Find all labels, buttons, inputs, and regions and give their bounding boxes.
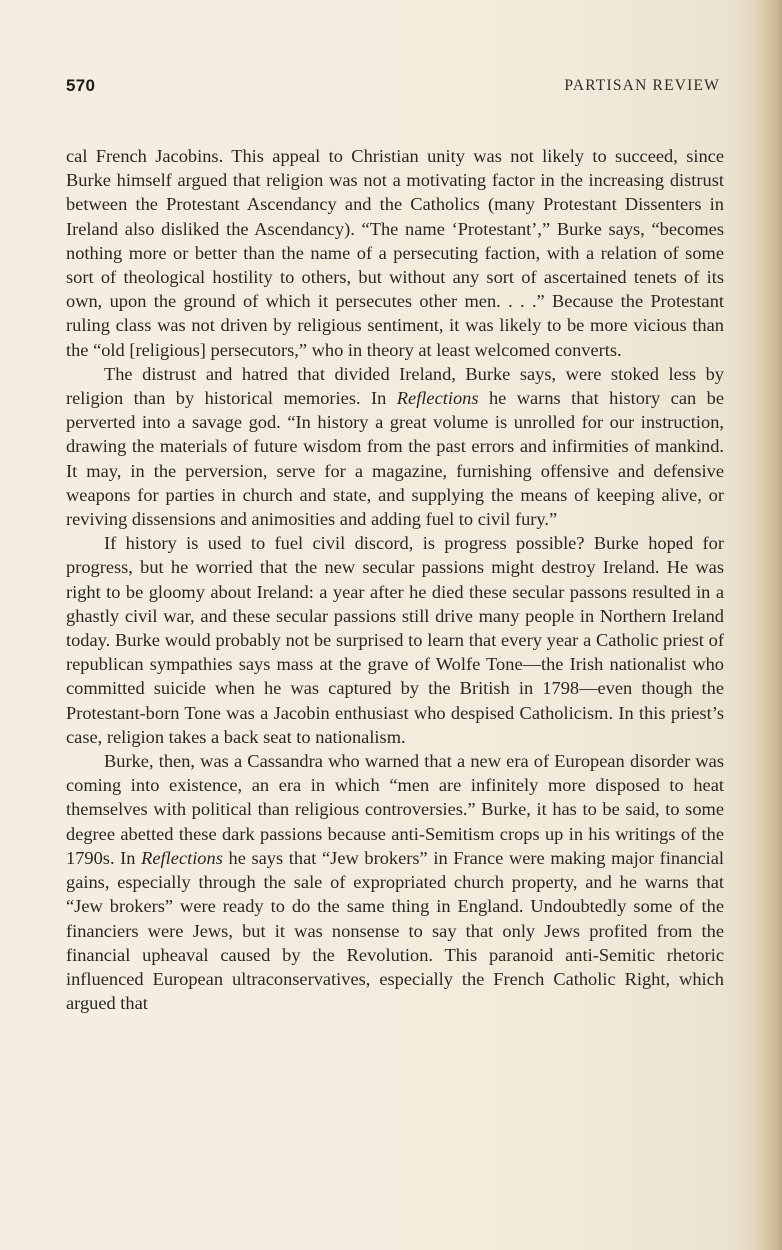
journal-title: PARTISAN REVIEW	[564, 77, 720, 94]
paragraph-2-text-b: he warns that history can be perverted into a savage god. “In history a great volume is unrolled for our instruction, drawing the materials of future wisdom from the past errors and infirmities of mankind. It may, in the perversion, serve for a magazine, furnishing offensive and defensive weapons for parties in church and state, and supplying the means of keeping alive, or reviving dissensions and animosities and adding fuel to civil fury.”	[66, 388, 724, 530]
paragraph-4-text-a: Burke, then, was a Cassandra who warned that a new era of European disorder was coming into existence, an era in which “men are infinitely more disposed to heat themselves with political than religious controversies.” Burke, it has to be said, to some degree abetted these dark passions because anti-Semitism crops up in his writings of the 1790s. In	[66, 751, 724, 868]
paragraph-4	[66, 749, 724, 1015]
running-head	[66, 76, 720, 98]
paragraph-2	[66, 362, 724, 531]
paragraph-4-text-b: he says that “Jew brokers” in France were making major financial gains, especially through the sale of expropriated church property, and he warns that “Jew brokers” were ready to do the same thing in England. Undoubtedly some of the financiers were Jews, but it was nonsense to say that only Jews profited from the financial upheaval caused by the Revolution. This paranoid anti-Semitic rhetoric influenced European ultraconservatives, especially the French Catholic Right, which argued that	[66, 847, 724, 1014]
book-spine-shadow	[740, 0, 782, 1250]
paragraph-3	[66, 531, 724, 749]
book-title-reflections: Reflections	[141, 847, 223, 868]
body-text	[66, 144, 724, 1015]
paragraph-2-text-a: The distrust and hatred that divided Ireland, Burke says, were stoked less by religion than by historical memories. In	[66, 363, 724, 409]
paragraph-3-text: If history is used to fuel civil discord, is progress possible? Burke hoped for progress, but he worried that the new secular passions might destroy Ireland. He was right to be gloomy about Ireland: a year after he died these secular passons resulted in a ghastly civil war, and these secular passions still drive many people in Northern Ireland today. Burke would probably not be surprised to learn that every year a Catholic priest of republican sympathies says mass at the grave of Wolfe Tone—the Irish nationalist who committed suicide when he was captured by the British in 1798—even though the Protestant-born Tone was a Jacobin enthusiast who despised Catholicism. In this priest’s case, religion takes a back seat to nationalism.	[66, 533, 724, 747]
paragraph-1	[66, 144, 724, 362]
book-title-reflections: Reflections	[396, 388, 479, 409]
paragraph-1-text: cal French Jacobins. This appeal to Christian unity was not likely to succeed, since Burke himself argued that religion was not a motivating factor in the increasing distrust between the Protestant Ascendancy and the Catholics (many Protestant Dissenters in Ireland also disliked the Ascendancy). “The name ‘Protestant’,” Burke says, “becomes nothing more or better than the name of a persecuting faction, with a relation of some sort of theological hostility to others, but without any sort of ascertained tenets of its own, upon the ground of which it persecutes other men. . . .” Because the Protestant ruling class was not driven by religious sentiment, it was likely to be more vicious than the “old [religious] persecutors,” who in theory at least welcomed converts.	[66, 146, 724, 360]
page-number: 570	[66, 76, 96, 95]
